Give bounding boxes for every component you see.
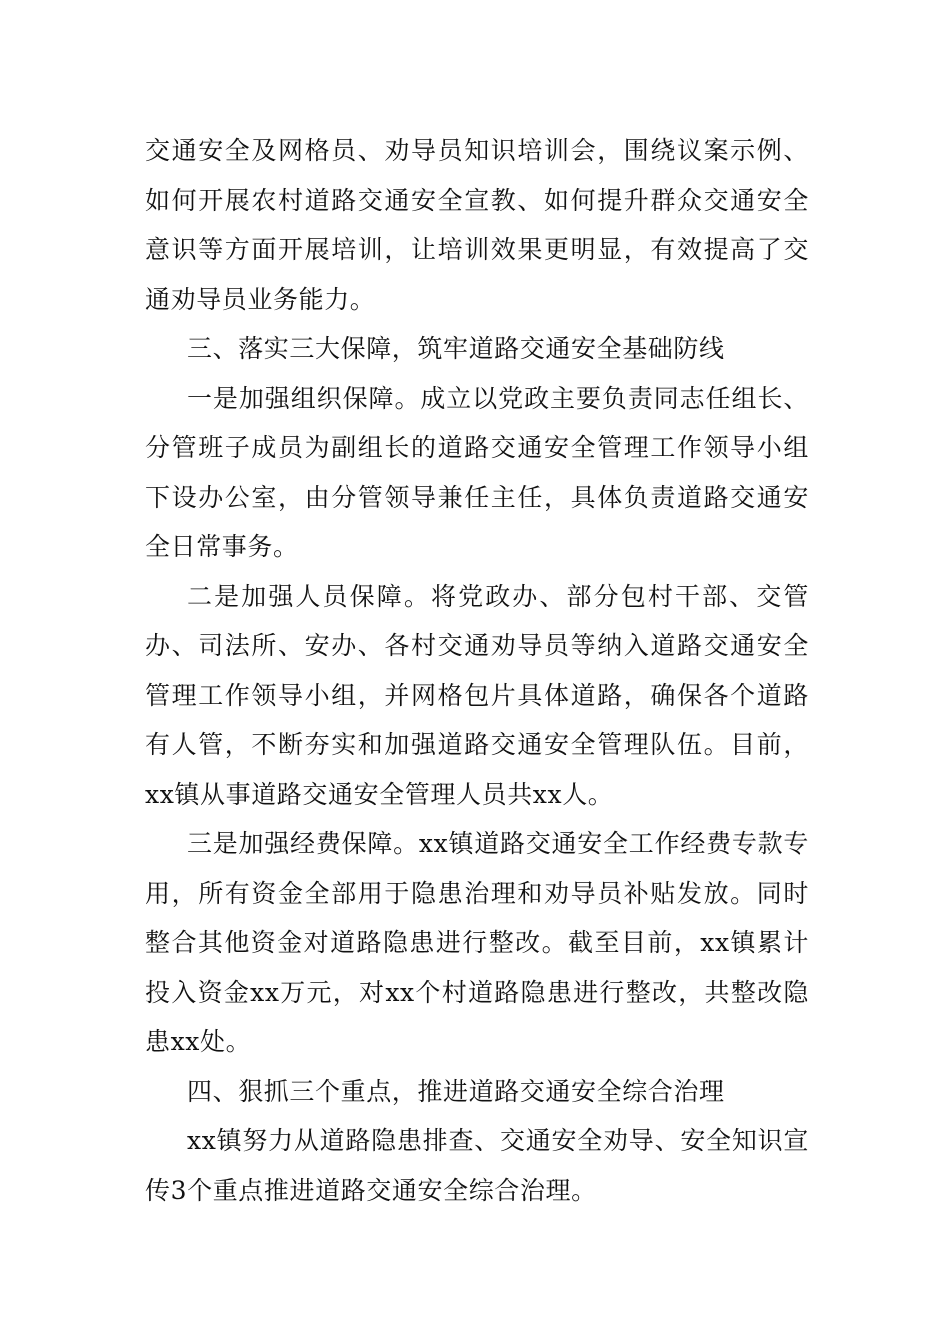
document-body	[145, 126, 809, 1215]
paragraph-comprehensive-governance: xx镇努力从道路隐患排查、交通安全劝导、安全知识宣传3个重点推进道路交通安全综合治理。	[145, 1126, 809, 1205]
section-heading-three-priorities: 四、狠抓三个重点，推进道路交通安全综合治理	[187, 1076, 725, 1106]
paragraph-continued-training: 交通安全及网格员、劝导员知识培训会，围绕议案示例、如何开展农村道路交通安全宣教、如何提升群众交通安全意识等方面开展培训，让培训效果更明显，有效提高了交通劝导员业务能力。	[145, 136, 809, 314]
paragraph-personnel-guarantee: 二是加强人员保障。将党政办、部分包村干部、交管办、司法所、安办、各村交通劝导员等纳入道路交通安全管理工作领导小组，并网格包片具体道路，确保各个道路有人管，不断夯实和加强道路交通安全管理队伍。目前，xx镇从事道路交通安全管理人员共xx人。	[145, 581, 809, 809]
paragraph-organization-guarantee: 一是加强组织保障。成立以党政主要负责同志任组长、分管班子成员为副组长的道路交通安全管理工作领导小组下设办公室，由分管领导兼任主任，具体负责道路交通安全日常事务。	[145, 383, 809, 561]
paragraph-funding-guarantee: 三是加强经费保障。xx镇道路交通安全工作经费专款专用，所有资金全部用于隐患治理和劝导员补贴发放。同时整合其他资金对道路隐患进行整改。截至目前，xx镇累计投入资金xx万元，对xx个村道路隐患进行整改，共整改隐患xx处。	[145, 829, 809, 1056]
section-heading-three-guarantees: 三、落实三大保障，筑牢道路交通安全基础防线	[187, 334, 725, 363]
